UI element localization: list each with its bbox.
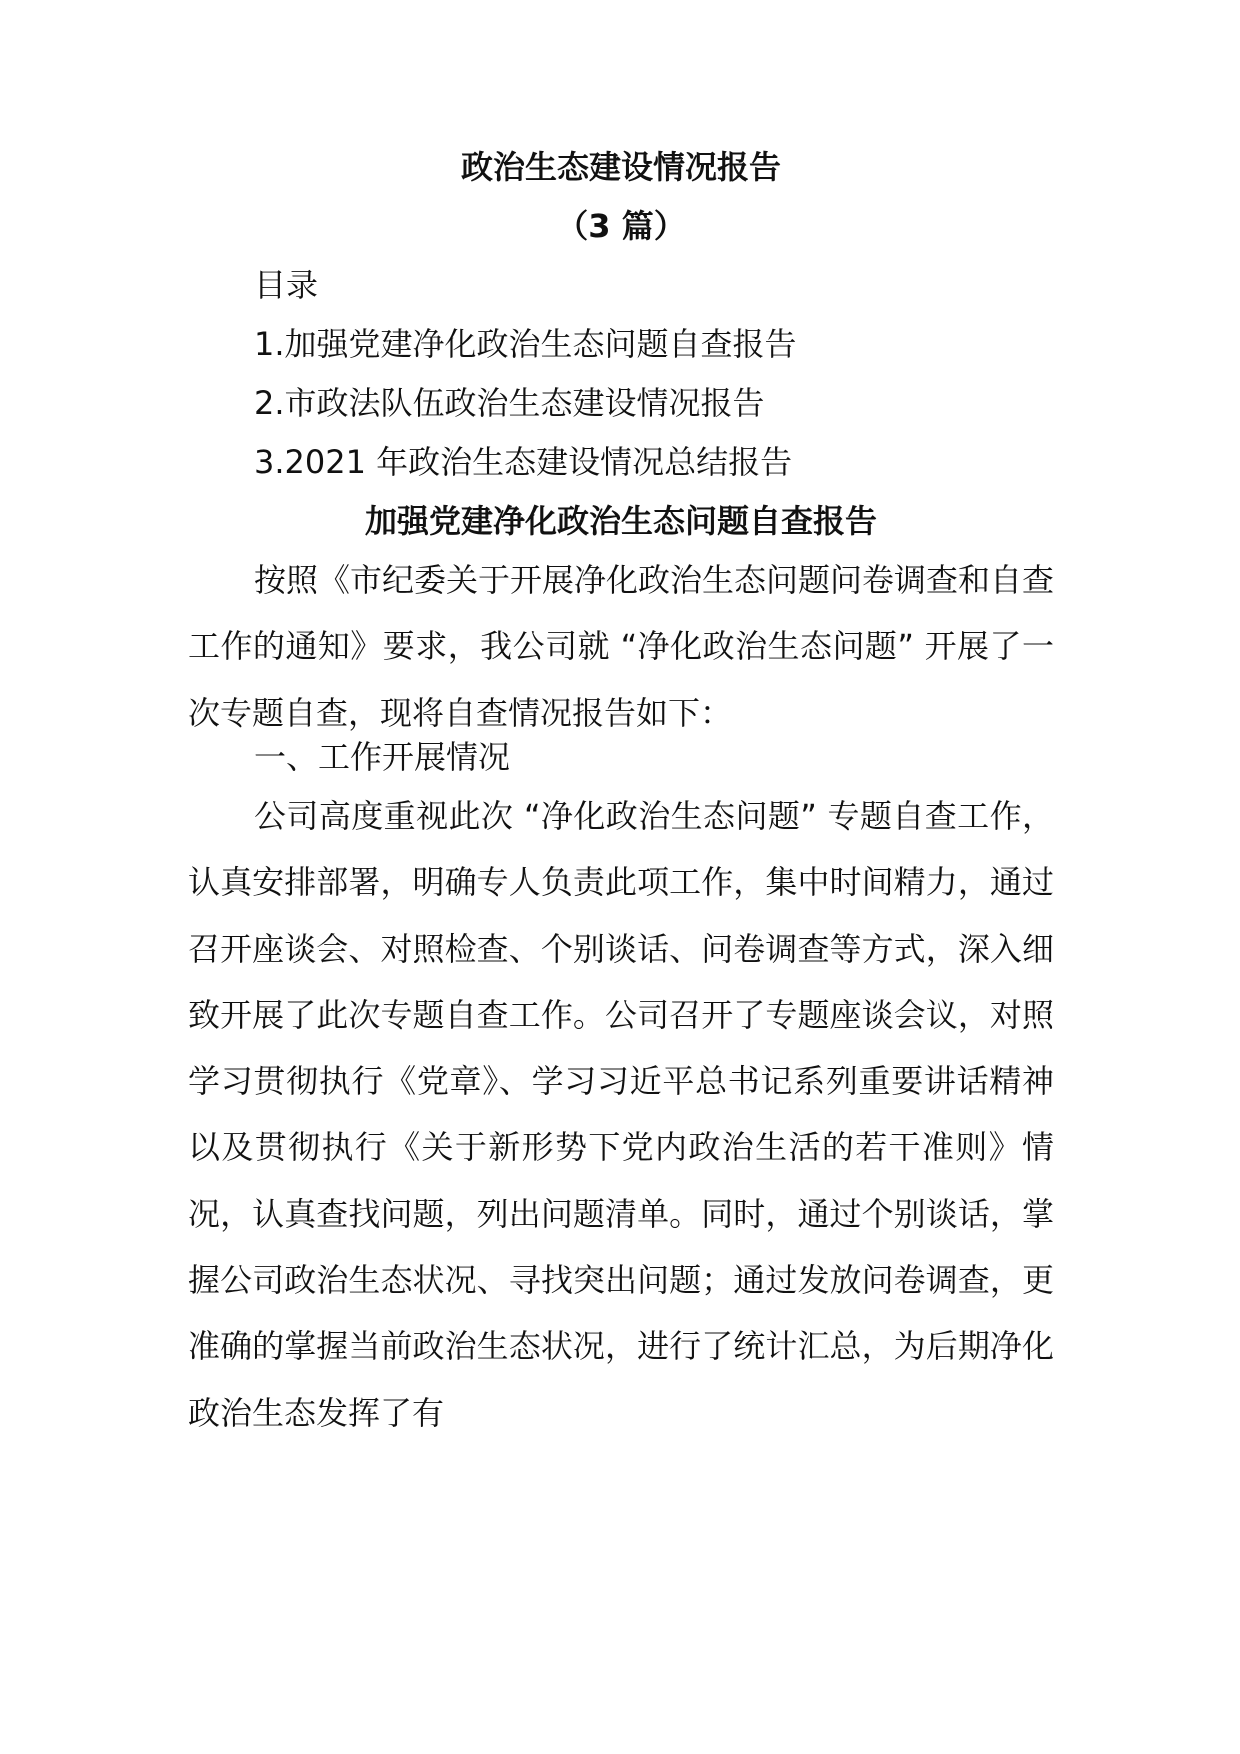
section-title: 加强党建净化政治生态问题自查报告 (364, 502, 877, 540)
section-heading: 一、工作开展情况 (254, 738, 511, 776)
toc-item-2: 2.市政法队伍政治生态建设情况报告 (254, 384, 765, 422)
toc-item-3: 3.2021 年政治生态建设情况总结报告 (254, 443, 793, 481)
intro-paragraph: 按照《市纪委关于开展净化政治生态问题问卷调查和自查工作的通知》要求，我公司就 “净化政治生态问题” 开展了一次专题自查，现将自查情况报告如下： (188, 561, 1055, 732)
body-paragraph: 公司高度重视此次 “净化政治生态问题” 专题自查工作，认真安排部署，明确专人负责此项工作，集中时间精力，通过召开座谈会、对照检查、个别谈话、问卷调查等方式，深入细致开展了此次专题自查工作。公司召开了专题座谈会议，对照学习贯彻执行《党章》、学习习近平总书记系列重要讲话精神以及贯彻执行《关于新形势下党内政治生活的若干准则》情况，认真查找问题，列出问题清单。同时，通过个别谈话，掌握公司政治生态状况、寻找突出问题；通过发放问卷调查，更准确的掌握当前政治生态状况，进行了统计汇总，为后期净化政治生态发挥了有 (188, 797, 1054, 1432)
document-title: 政治生态建设情况报告 (460, 148, 781, 186)
document-subtitle: （3 篇） (556, 207, 686, 245)
toc-heading: 目录 (254, 266, 319, 304)
toc-item-1: 1.加强党建净化政治生态问题自查报告 (254, 325, 797, 363)
